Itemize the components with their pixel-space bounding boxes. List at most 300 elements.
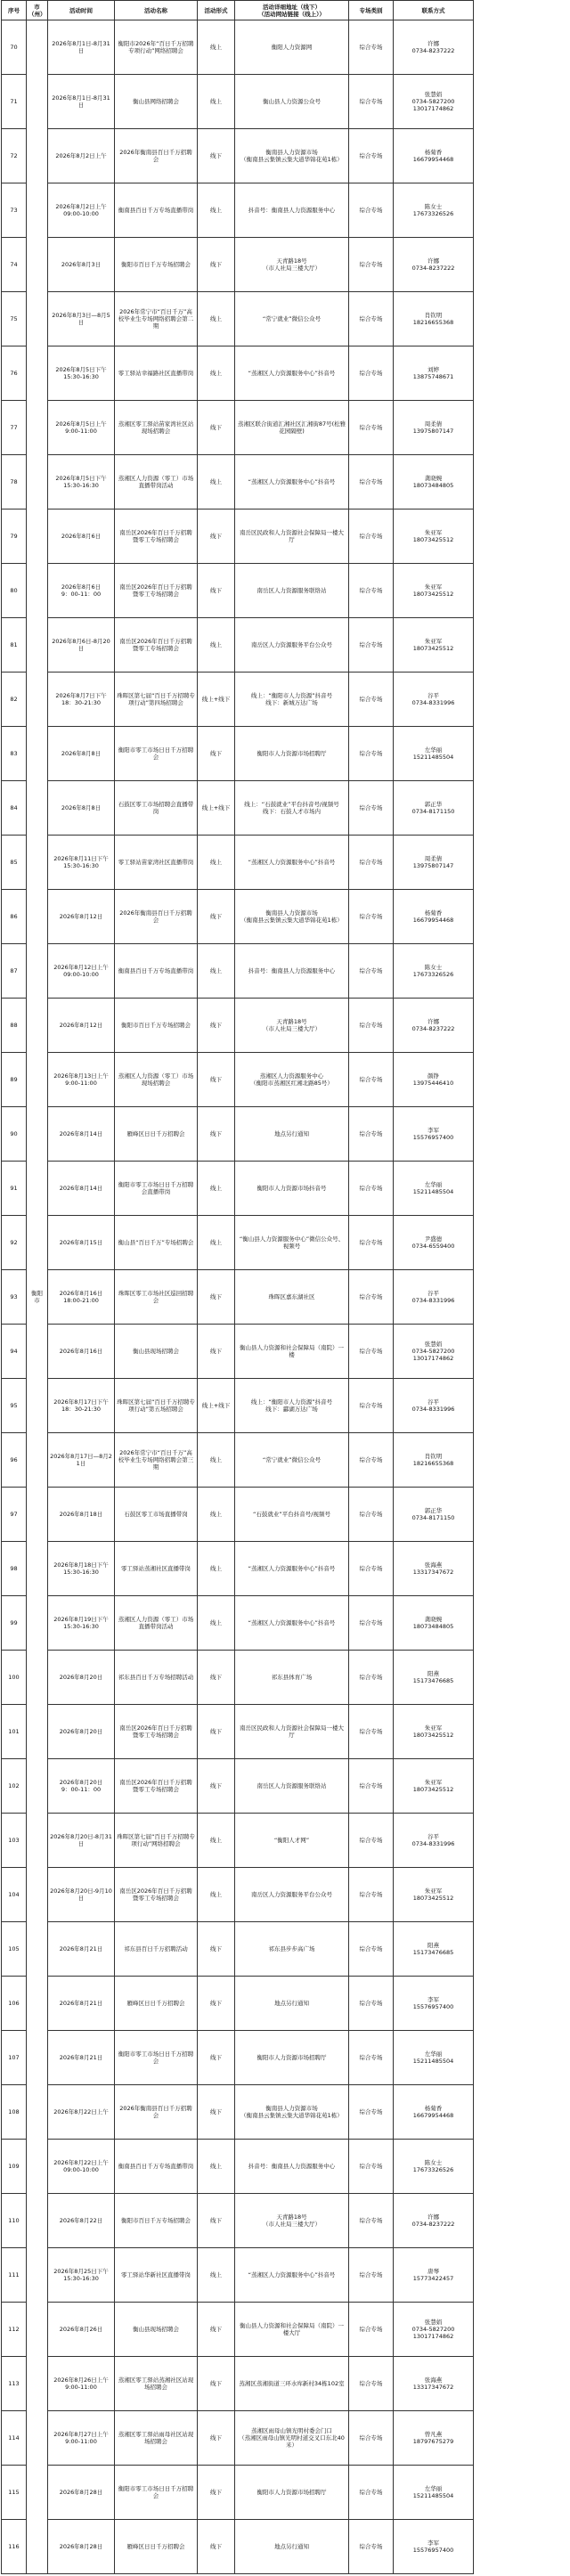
event-name-cell: 珠晖区第七届“百日千万招聘专项行动”第四场招聘会: [115, 673, 198, 727]
event-address-cell: 线上：“衡阳市人力资源”抖音号 线下：酃湖万达广场: [235, 1379, 349, 1433]
event-address-cell: 线上：“石鼓就业”平台抖音号/视频号 线下：石鼓人才市场内: [235, 781, 349, 836]
category-cell: 综合专场: [349, 1162, 394, 1216]
category-cell: 综合专场: [349, 2303, 394, 2357]
contact-cell: 张慧娟 0734-5827200 13017174862: [394, 75, 474, 129]
row-number-cell: 86: [2, 890, 27, 944]
event-form-cell: 线下: [198, 1705, 235, 1759]
row-number-cell: 85: [2, 836, 27, 890]
event-time-cell: 2026年8月3日: [48, 238, 115, 292]
event-time-cell: 2026年8月5日下午 15:30-16:30: [48, 455, 115, 509]
event-address-cell: 衡阳市人力资源市场抖音号: [235, 1162, 349, 1216]
table-row: [2, 1053, 474, 1107]
category-cell: 综合专场: [349, 20, 394, 75]
contact-cell: 阳燕 15173476685: [394, 1922, 474, 1977]
table-row: [2, 1107, 474, 1162]
event-address-cell: “衡山县人力资源服务中心”微信公众号、视频号: [235, 1216, 349, 1270]
event-address-cell: 衡南县人力资源市场 （衡南县云集镇云集大道华锦花苑1栋）: [235, 2085, 349, 2140]
event-name-cell: 2026年衡南县百日千万招聘会: [115, 2085, 198, 2140]
table-row: [2, 75, 474, 129]
category-cell: 综合专场: [349, 401, 394, 455]
event-address-cell: 抖音号：衡南县人力资源服务中心: [235, 2140, 349, 2194]
row-number-cell: 73: [2, 183, 27, 238]
event-time-cell: 2026年8月14日: [48, 1162, 115, 1216]
contact-cell: 朱亚军 18073425512: [394, 564, 474, 618]
row-number-cell: 94: [2, 1325, 27, 1379]
table-row: [2, 890, 474, 944]
row-number-cell: 108: [2, 2085, 27, 2140]
event-address-cell: 南岳区民政和人力资源社会保障局一楼大厅: [235, 509, 349, 564]
row-number-cell: 104: [2, 1868, 27, 1922]
table-header-row: [2, 1, 474, 20]
event-time-cell: 2026年8月27日上午 9:00-11:00: [48, 2411, 115, 2466]
event-address-cell: 南岳区人力资源服务联络站: [235, 564, 349, 618]
event-form-cell: 线上: [198, 1868, 235, 1922]
event-address-cell: 衡阳市人力资源市场招聘厅: [235, 727, 349, 781]
table-row: [2, 1325, 474, 1379]
row-number-cell: 103: [2, 1814, 27, 1868]
event-address-cell: 天青路18号 （市人社局三楼大厅）: [235, 999, 349, 1053]
category-cell: 综合专场: [349, 1814, 394, 1868]
row-number-cell: 88: [2, 999, 27, 1053]
contact-cell: 张慧娟 0734-5827200 13017174862: [394, 1325, 474, 1379]
event-name-cell: 衡山县现场招聘会: [115, 1325, 198, 1379]
row-number-cell: 113: [2, 2357, 27, 2411]
contact-cell: 张海燕 13317347672: [394, 2357, 474, 2411]
event-address-cell: 南岳区民政和人力资源社会保障局一楼大厅: [235, 1705, 349, 1759]
table-row: [2, 401, 474, 455]
event-address-cell: 衡南县人力资源市场 （衡南县云集镇云集大道华锦花苑1栋）: [235, 890, 349, 944]
event-name-cell: 衡山县“百日千万”专场招聘会: [115, 1216, 198, 1270]
event-time-cell: 2026年8月2日上午 09:00-10:00: [48, 183, 115, 238]
contact-cell: 杨菊香 16679954468: [394, 2085, 474, 2140]
row-number-cell: 80: [2, 564, 27, 618]
event-name-cell: 南岳区2026年百日千万招聘暨零工专场招聘会: [115, 1759, 198, 1814]
event-name-cell: 衡阳市2026年“百日千万招聘专项行动”网络招聘会: [115, 20, 198, 75]
event-name-cell: 2026年衡南县百日千万招聘会: [115, 890, 198, 944]
event-name-cell: 南岳区2026年百日千万招聘暨零工专场招聘会: [115, 509, 198, 564]
table-row: [2, 129, 474, 183]
event-form-cell: 线下: [198, 1270, 235, 1325]
table-row: [2, 2357, 474, 2411]
row-number-cell: 72: [2, 129, 27, 183]
header-category: 专场类别: [349, 1, 394, 20]
category-cell: 综合专场: [349, 618, 394, 673]
row-number-cell: 90: [2, 1107, 27, 1162]
event-name-cell: 蒸湘区零工驿站蒸湘社区站现场招聘会: [115, 2357, 198, 2411]
event-address-cell: 南岳区人力资源服务平台公众号: [235, 618, 349, 673]
row-number-cell: 71: [2, 75, 27, 129]
category-cell: 综合专场: [349, 1977, 394, 2031]
row-number-cell: 115: [2, 2466, 27, 2520]
event-form-cell: 线下: [198, 129, 235, 183]
event-name-cell: 零工驿站幸福路社区直播带岗: [115, 346, 198, 401]
table-row: [2, 1542, 474, 1596]
table-row: [2, 1379, 474, 1433]
event-name-cell: 南岳区2026年百日千万招聘暨零工专场招聘会: [115, 1705, 198, 1759]
event-address-cell: 南岳区人力资源服务平台公众号: [235, 1868, 349, 1922]
table-row: [2, 2303, 474, 2357]
category-cell: 综合专场: [349, 781, 394, 836]
contact-cell: 朱亚军 18073425512: [394, 1868, 474, 1922]
event-name-cell: 衡阳市百日千万专场招聘会: [115, 238, 198, 292]
contact-cell: 尹盛德 0734-6559400: [394, 1216, 474, 1270]
contact-cell: 阳燕 15173476685: [394, 1651, 474, 1705]
event-time-cell: 2026年8月21日: [48, 1977, 115, 2031]
contact-cell: 陈女士 17673326526: [394, 2140, 474, 2194]
contact-cell: 郭正华 0734-8171150: [394, 781, 474, 836]
event-time-cell: 2026年8月17日下午 18：30-21:30: [48, 1379, 115, 1433]
event-form-cell: 线下: [198, 1651, 235, 1705]
row-number-cell: 112: [2, 2303, 27, 2357]
contact-cell: 张慧娟 0734-5827200 13017174862: [394, 2303, 474, 2357]
event-time-cell: 2026年8月20日-8月31日: [48, 1814, 115, 1868]
event-name-cell: 蒸湘区人力资源（零工）市场直播带岗活动: [115, 1596, 198, 1651]
row-number-cell: 77: [2, 401, 27, 455]
event-form-cell: 线下: [198, 890, 235, 944]
contact-cell: 陈女士 17673326526: [394, 944, 474, 999]
category-cell: 综合专场: [349, 183, 394, 238]
event-form-cell: 线下: [198, 1922, 235, 1977]
row-number-cell: 116: [2, 2520, 27, 2574]
table-row: [2, 2520, 474, 2574]
event-time-cell: 2026年8月21日: [48, 2031, 115, 2085]
event-address-cell: 地点另行通知: [235, 2520, 349, 2574]
category-cell: 综合专场: [349, 1107, 394, 1162]
event-address-cell: “蒸湘区人力资源服务中心”抖音号: [235, 836, 349, 890]
event-time-cell: 2026年8月16日: [48, 1325, 115, 1379]
table-row: [2, 1270, 474, 1325]
category-cell: 综合专场: [349, 1216, 394, 1270]
category-cell: 综合专场: [349, 2520, 394, 2574]
event-name-cell: 衡阳市零工市场日日千万招聘会直播带岗: [115, 1162, 198, 1216]
category-cell: 综合专场: [349, 890, 394, 944]
event-form-cell: 线上: [198, 836, 235, 890]
event-time-cell: 2026年8月12日上午 09:00-10:00: [48, 944, 115, 999]
event-address-cell: 衡山县人力资源公众号: [235, 75, 349, 129]
row-number-cell: 92: [2, 1216, 27, 1270]
event-form-cell: 线下: [198, 1977, 235, 2031]
table-row: [2, 238, 474, 292]
event-time-cell: 2026年8月13日上午 9:00-11:00: [48, 1053, 115, 1107]
city-cell: 衡阳市: [27, 20, 48, 2574]
contact-cell: 谷平 0734-8331996: [394, 1270, 474, 1325]
event-form-cell: 线下: [198, 727, 235, 781]
event-time-cell: 2026年8月1日-8月31日: [48, 75, 115, 129]
contact-cell: 颜铮 13975446410: [394, 1053, 474, 1107]
table-row: [2, 673, 474, 727]
contact-cell: 龚晓婉 18073484805: [394, 455, 474, 509]
category-cell: 综合专场: [349, 1922, 394, 1977]
event-address-cell: 天青路18号 （市人社局三楼大厅）: [235, 2194, 349, 2248]
row-number-cell: 109: [2, 2140, 27, 2194]
event-form-cell: 线上: [198, 1433, 235, 1488]
event-time-cell: 2026年8月8日: [48, 727, 115, 781]
event-address-cell: 蒸湘区人力资源服务中心 （衡阳市蒸湘区红湘北路85号）: [235, 1053, 349, 1107]
contact-cell: 陈女士 17673326526: [394, 183, 474, 238]
event-address-cell: 地点另行通知: [235, 1107, 349, 1162]
row-number-cell: 106: [2, 1977, 27, 2031]
table-row: [2, 727, 474, 781]
category-cell: 综合专场: [349, 2194, 394, 2248]
event-name-cell: 零工驿站华新社区直播带岗: [115, 2248, 198, 2303]
event-form-cell: 线下: [198, 1325, 235, 1379]
event-time-cell: 2026年8月25日下午 15:30-16:30: [48, 2248, 115, 2303]
category-cell: 综合专场: [349, 1433, 394, 1488]
event-form-cell: 线下: [198, 564, 235, 618]
table-row: [2, 1162, 474, 1216]
row-number-cell: 107: [2, 2031, 27, 2085]
event-address-cell: “衡阳人才网”: [235, 1814, 349, 1868]
event-form-cell: 线上+线下: [198, 673, 235, 727]
contact-cell: 谷平 0734-8331996: [394, 1379, 474, 1433]
event-name-cell: 2026年常宁市“百日千万”高校毕业生专场网络招聘会第二期: [115, 292, 198, 346]
header-event-name: 活动名称: [115, 1, 198, 20]
category-cell: 综合专场: [349, 727, 394, 781]
row-number-cell: 87: [2, 944, 27, 999]
row-number-cell: 97: [2, 1488, 27, 1542]
event-name-cell: 祁东县百日千万专场招聘活动: [115, 1651, 198, 1705]
contact-cell: 曾凡燕 18797675279: [394, 2411, 474, 2466]
event-time-cell: 2026年8月6日: [48, 509, 115, 564]
event-form-cell: 线下: [198, 2031, 235, 2085]
event-name-cell: 蒸湘区人力资源（零工）市场现场招聘会: [115, 1053, 198, 1107]
row-number-cell: 91: [2, 1162, 27, 1216]
category-cell: 综合专场: [349, 129, 394, 183]
event-form-cell: 线上: [198, 346, 235, 401]
table-row: [2, 2031, 474, 2085]
event-time-cell: 2026年8月20日: [48, 1651, 115, 1705]
category-cell: 综合专场: [349, 836, 394, 890]
event-time-cell: 2026年8月18日: [48, 1488, 115, 1542]
row-number-cell: 76: [2, 346, 27, 401]
event-name-cell: 祁东县百日千万招聘活动: [115, 1922, 198, 1977]
event-form-cell: 线下: [198, 2357, 235, 2411]
event-form-cell: 线上: [198, 292, 235, 346]
event-address-cell: 地点另行通知: [235, 1977, 349, 2031]
event-name-cell: 南岳区2026年百日千万招聘暨零工专场招聘会: [115, 564, 198, 618]
contact-cell: 许娜 0734-8237222: [394, 20, 474, 75]
event-name-cell: 雁峰区日日千万招聘会: [115, 2520, 198, 2574]
row-number-cell: 111: [2, 2248, 27, 2303]
event-time-cell: 2026年8月3日—8月5日: [48, 292, 115, 346]
row-number-cell: 110: [2, 2194, 27, 2248]
contact-cell: 朱亚军 18073425512: [394, 1759, 474, 1814]
category-cell: 综合专场: [349, 2466, 394, 2520]
event-form-cell: 线上+线下: [198, 1379, 235, 1433]
event-address-cell: 线上：“衡阳市人力资源”抖音号 线下：新城万达广场: [235, 673, 349, 727]
header-row-number: 序号: [2, 1, 27, 20]
row-number-cell: 84: [2, 781, 27, 836]
category-cell: 综合专场: [349, 346, 394, 401]
event-address-cell: 祁东县体育广场: [235, 1651, 349, 1705]
row-number-cell: 102: [2, 1759, 27, 1814]
contact-cell: 朱亚军 18073425512: [394, 509, 474, 564]
category-cell: 综合专场: [349, 1705, 394, 1759]
row-number-cell: 100: [2, 1651, 27, 1705]
contact-cell: 唐琴 15773422457: [394, 2248, 474, 2303]
contact-cell: 朱亚军 18073425512: [394, 618, 474, 673]
event-form-cell: 线上: [198, 455, 235, 509]
table-row: [2, 2140, 474, 2194]
table-row: [2, 2085, 474, 2140]
event-time-cell: 2026年8月18日下午 15:30-16:30: [48, 1542, 115, 1596]
contact-cell: 周柔倩 13975807147: [394, 401, 474, 455]
event-time-cell: 2026年8月20日 9：00-11：00: [48, 1759, 115, 1814]
table-body: [2, 20, 474, 2574]
event-form-cell: 线下: [198, 238, 235, 292]
event-name-cell: 珠晖区零工市场社区巡回招聘会: [115, 1270, 198, 1325]
contact-cell: 左华丽 15211485504: [394, 2466, 474, 2520]
job-fair-schedule-table: [1, 0, 474, 2574]
table-row: [2, 2194, 474, 2248]
event-time-cell: 2026年8月26日上午 9:00-11:00: [48, 2357, 115, 2411]
header-contact: 联系方式: [394, 1, 474, 20]
table-row: [2, 1216, 474, 1270]
category-cell: 综合专场: [349, 1759, 394, 1814]
category-cell: 综合专场: [349, 2031, 394, 2085]
table-row: [2, 564, 474, 618]
contact-cell: 许娜 0734-8237222: [394, 2194, 474, 2248]
event-address-cell: “蒸湘区人力资源服务中心”抖音号: [235, 346, 349, 401]
header-city: 市（州）: [27, 1, 48, 20]
event-name-cell: 衡阳市零工市场日日千万招聘会: [115, 727, 198, 781]
category-cell: 综合专场: [349, 944, 394, 999]
table-row: [2, 836, 474, 890]
table-row: [2, 292, 474, 346]
table-row: [2, 2411, 474, 2466]
row-number-cell: 95: [2, 1379, 27, 1433]
row-number-cell: 75: [2, 292, 27, 346]
event-form-cell: 线上: [198, 75, 235, 129]
event-time-cell: 2026年8月28日: [48, 2520, 115, 2574]
event-form-cell: 线下: [198, 2520, 235, 2574]
category-cell: 综合专场: [349, 564, 394, 618]
category-cell: 综合专场: [349, 2140, 394, 2194]
table-row: [2, 2248, 474, 2303]
event-time-cell: 2026年8月1日-8月31日: [48, 20, 115, 75]
contact-cell: 许娜 0734-8237222: [394, 238, 474, 292]
event-time-cell: 2026年8月5日上午 9:00-11:00: [48, 401, 115, 455]
row-number-cell: 93: [2, 1270, 27, 1325]
row-number-cell: 74: [2, 238, 27, 292]
category-cell: 综合专场: [349, 1651, 394, 1705]
row-number-cell: 98: [2, 1542, 27, 1596]
event-form-cell: 线下: [198, 999, 235, 1053]
table-row: [2, 509, 474, 564]
event-name-cell: 2026年衡南县百日千万招聘会: [115, 129, 198, 183]
contact-cell: 谷平 0734-8331996: [394, 673, 474, 727]
category-cell: 综合专场: [349, 1488, 394, 1542]
event-name-cell: 石鼓区零工市场直播带岗: [115, 1488, 198, 1542]
event-time-cell: 2026年8月11日下午 15:30-16:30: [48, 836, 115, 890]
event-name-cell: 蒸湘区零工驿站雨母社区站现场招聘会: [115, 2411, 198, 2466]
event-time-cell: 2026年8月5日下午 15:30-16:30: [48, 346, 115, 401]
event-time-cell: 2026年8月6日 9：00-11：00: [48, 564, 115, 618]
row-number-cell: 78: [2, 455, 27, 509]
event-name-cell: 衡南县百日千万专场直播带岗: [115, 2140, 198, 2194]
contact-cell: 李军 15576957400: [394, 1977, 474, 2031]
table-row: [2, 1705, 474, 1759]
event-name-cell: 零工驿站蒸湘社区直播带岗: [115, 1542, 198, 1596]
category-cell: 综合专场: [349, 1325, 394, 1379]
event-address-cell: 抖音号：衡南县人力资源服务中心: [235, 183, 349, 238]
event-name-cell: 南岳区2026年百日千万招聘暨零工专场招聘会: [115, 618, 198, 673]
row-number-cell: 101: [2, 1705, 27, 1759]
table-row: [2, 618, 474, 673]
event-form-cell: 线下: [198, 1107, 235, 1162]
event-form-cell: 线下: [198, 2303, 235, 2357]
event-time-cell: 2026年8月16日 18:00-21:00: [48, 1270, 115, 1325]
event-name-cell: 衡南县百日千万专场直播带岗: [115, 944, 198, 999]
event-form-cell: 线下: [198, 1759, 235, 1814]
category-cell: 综合专场: [349, 1542, 394, 1596]
event-address-cell: 衡山县人力资源和社会保障局（南院）一楼: [235, 1325, 349, 1379]
category-cell: 综合专场: [349, 2357, 394, 2411]
event-time-cell: 2026年8月12日: [48, 890, 115, 944]
contact-cell: 肖钦明 18216655368: [394, 292, 474, 346]
event-form-cell: 线下: [198, 2466, 235, 2520]
event-address-cell: “常宁就业”微信公众号: [235, 1433, 349, 1488]
contact-cell: 郭正华 0734-8171150: [394, 1488, 474, 1542]
header-event-time: 活动时间: [48, 1, 115, 20]
category-cell: 综合专场: [349, 999, 394, 1053]
event-form-cell: 线上: [198, 1542, 235, 1596]
event-address-cell: 蒸湘区蒸湘街道三环水库新村34栋102室: [235, 2357, 349, 2411]
category-cell: 综合专场: [349, 2411, 394, 2466]
event-time-cell: 2026年8月2日上午: [48, 129, 115, 183]
contact-cell: 左华丽 15211485504: [394, 2031, 474, 2085]
row-number-cell: 89: [2, 1053, 27, 1107]
event-time-cell: 2026年8月20日: [48, 1705, 115, 1759]
event-time-cell: 2026年8月7日下午 18：30-21:30: [48, 673, 115, 727]
category-cell: 综合专场: [349, 292, 394, 346]
table-row: [2, 20, 474, 75]
table-row: [2, 183, 474, 238]
category-cell: 综合专场: [349, 1270, 394, 1325]
event-form-cell: 线下: [198, 509, 235, 564]
table-row: [2, 1814, 474, 1868]
event-name-cell: 蒸湘区人力资源（零工）市场直播带岗活动: [115, 455, 198, 509]
table-row: [2, 944, 474, 999]
table-row: [2, 1488, 474, 1542]
event-address-cell: “蒸湘区人力资源服务中心”抖音号: [235, 2248, 349, 2303]
category-cell: 综合专场: [349, 1596, 394, 1651]
event-time-cell: 2026年8月14日: [48, 1107, 115, 1162]
event-address-cell: “蒸湘区人力资源服务中心”抖音号: [235, 1596, 349, 1651]
event-time-cell: 2026年8月28日: [48, 2466, 115, 2520]
event-form-cell: 线上: [198, 944, 235, 999]
category-cell: 综合专场: [349, 509, 394, 564]
category-cell: 综合专场: [349, 75, 394, 129]
event-time-cell: 2026年8月17日—8月21日: [48, 1433, 115, 1488]
event-address-cell: “蒸湘区人力资源服务中心”抖音号: [235, 1542, 349, 1596]
row-number-cell: 96: [2, 1433, 27, 1488]
event-name-cell: 衡山县现场招聘会: [115, 2303, 198, 2357]
event-address-cell: 抖音号：衡南县人力资源服务中心: [235, 944, 349, 999]
contact-cell: 谷平 0734-8331996: [394, 1814, 474, 1868]
event-name-cell: 雁峰区日日千万招聘会: [115, 1107, 198, 1162]
event-address-cell: 南岳区人力资源服务联络站: [235, 1759, 349, 1814]
table-row: [2, 1759, 474, 1814]
event-time-cell: 2026年8月20日-9月10日: [48, 1868, 115, 1922]
category-cell: 综合专场: [349, 673, 394, 727]
category-cell: 综合专场: [349, 2248, 394, 2303]
event-form-cell: 线上: [198, 618, 235, 673]
contact-cell: 周柔倩 13975807147: [394, 836, 474, 890]
event-form-cell: 线上: [198, 1162, 235, 1216]
row-number-cell: 70: [2, 20, 27, 75]
contact-cell: 李军 15576957400: [394, 1107, 474, 1162]
